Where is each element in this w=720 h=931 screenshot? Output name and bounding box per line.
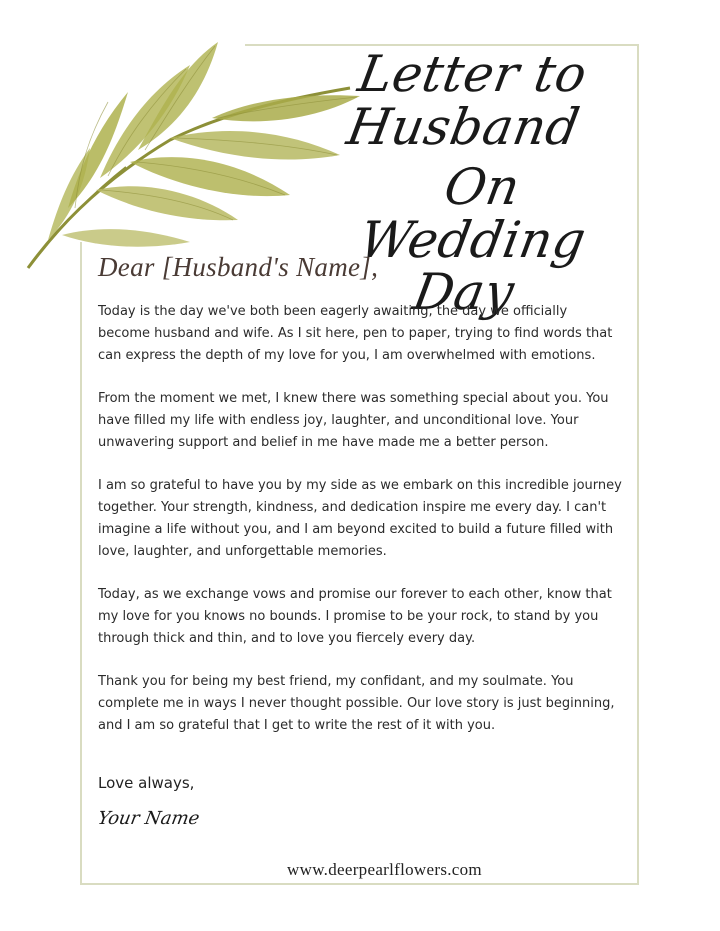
salutation: Dear [Husband's Name], bbox=[98, 252, 379, 282]
letter-paragraph-4: Today, as we exchange vows and promise our forever to each other, know that my love for you knows no bounds. I promise to be your rock, to stand by you through thick and thin, and to love you fiercely every day. bbox=[98, 587, 612, 646]
letter-paragraph-5: Thank you for being my best friend, my confidant, and my soulmate. You complete me in ways I never thought possible. Our love story is just beginning, and I am so grateful that I get to write the rest of it with you. bbox=[98, 674, 615, 733]
title-line-1: Letter to Husband bbox=[342, 45, 592, 156]
title-line-2: On Wedding Day bbox=[355, 158, 591, 321]
letter-paragraph-1: Today is the day we've both been eagerly awaiting, the day we officially become husband and wife. As I sit here, pen to paper, trying to find words that can express the depth of my love for you, I am overwhelmed with emotions. bbox=[98, 304, 613, 363]
website-footer: www.deerpearlflowers.com bbox=[287, 860, 482, 879]
signoff: Love always, bbox=[98, 774, 195, 792]
letter-paragraph-3: I am so grateful to have you by my side as we embark on this incredible journey together. Your strength, kindness, and dedication inspire me every day. I can't imagine a life without you, and I am beyond excited to build a future filled with love, laughter, and unforgettable memories. bbox=[98, 478, 622, 559]
letter-paragraph-2: From the moment we met, I knew there was something special about you. You have filled my life with endless joy, laughter, and unconditional love. Your unwavering support and belief in me have made me a better person. bbox=[98, 391, 609, 450]
signature: Your Name bbox=[96, 808, 202, 829]
letter-body bbox=[98, 252, 623, 758]
